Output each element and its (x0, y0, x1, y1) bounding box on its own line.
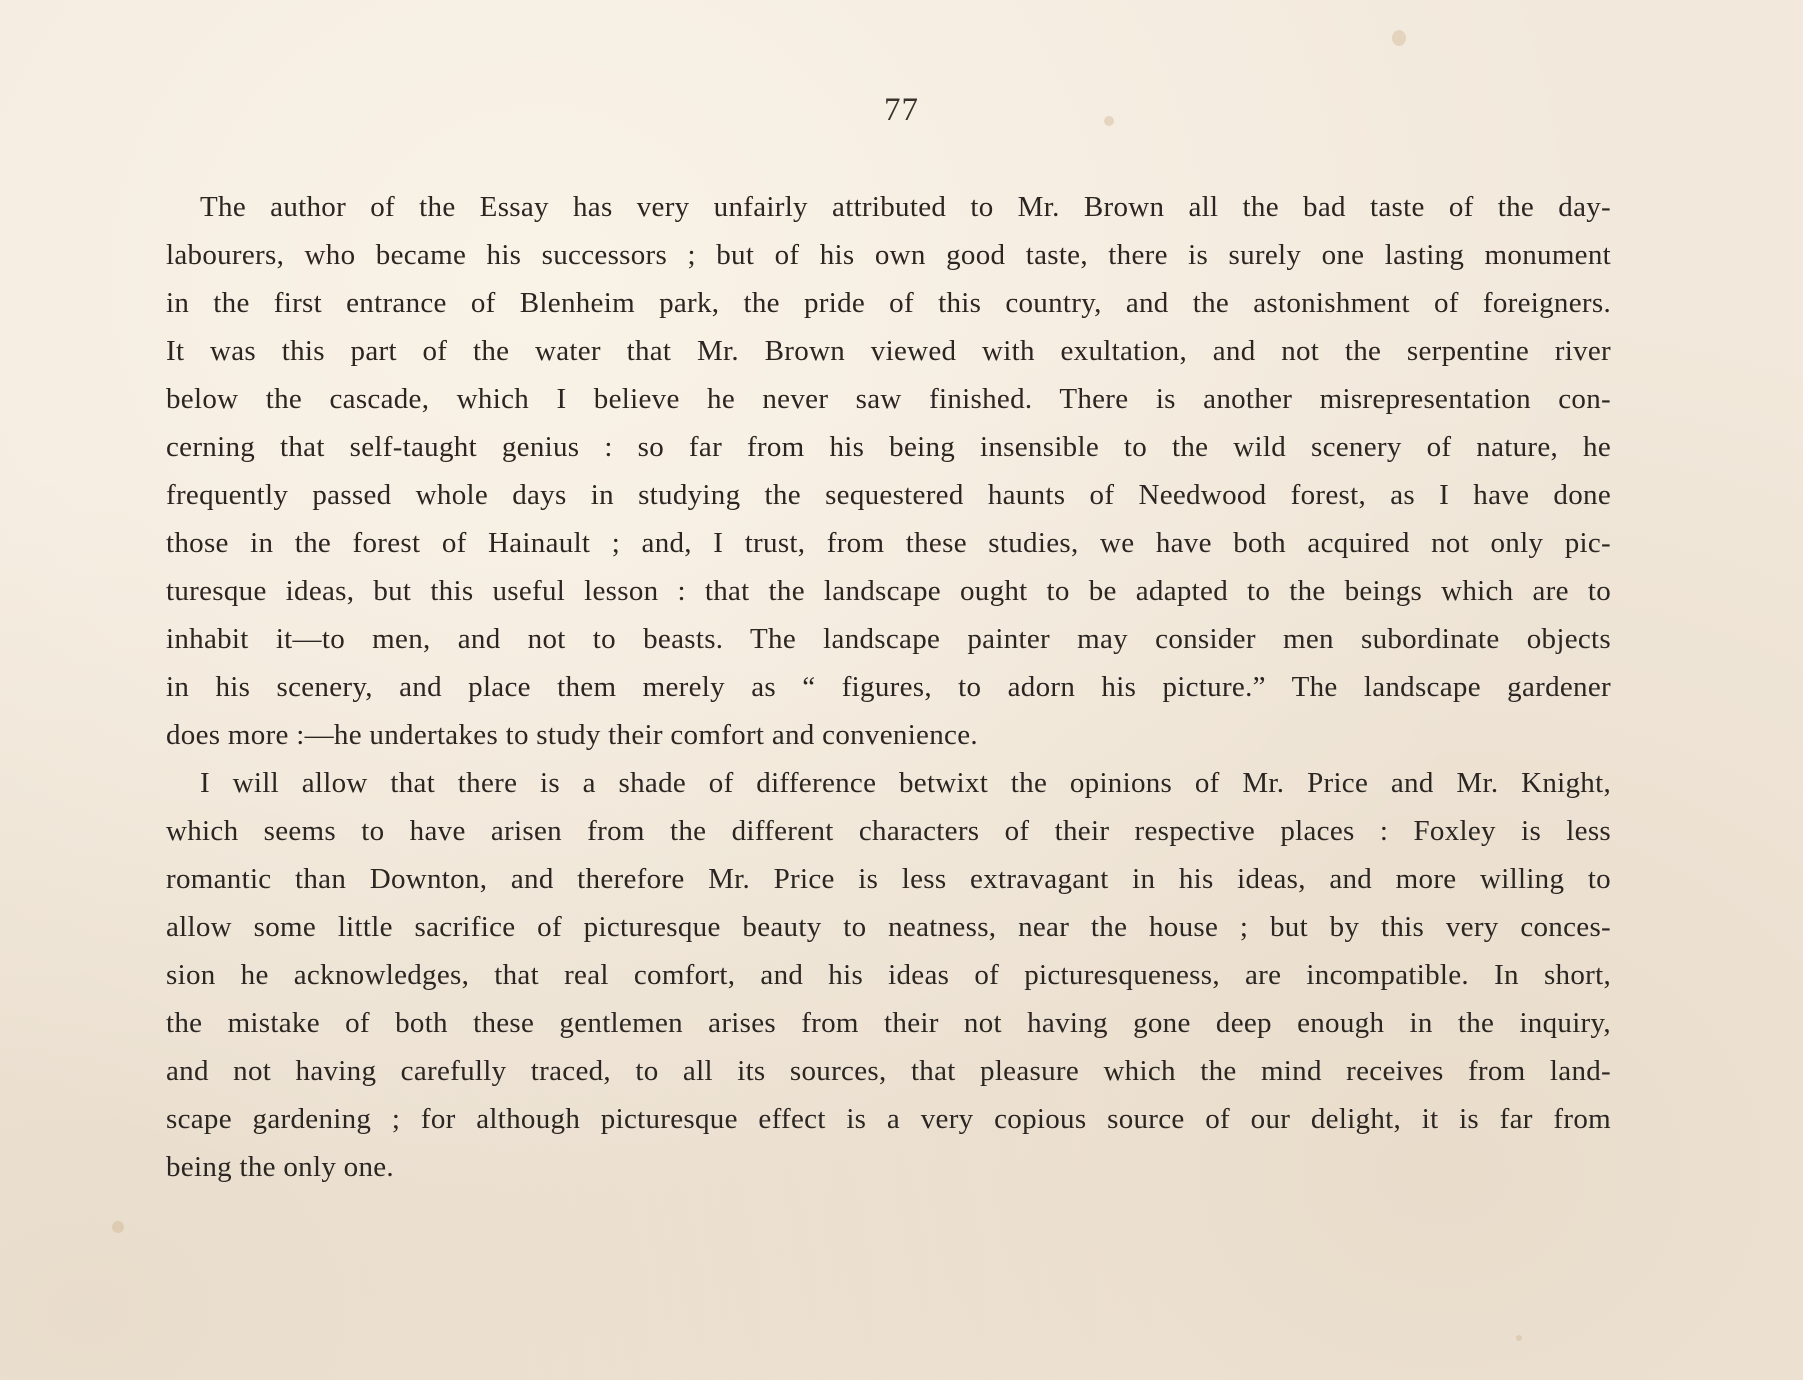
text-line: I will allow that there is a shade of difference betwixt the opinions of Mr. Price and Mr. Knight, (200, 767, 1611, 799)
paragraph (166, 759, 1611, 1191)
body-text (166, 183, 1611, 1191)
text-line: those in the forest of Hainault ; and, I trust, from these studies, we have both acquired not only pic- (166, 527, 1611, 559)
text-line: which seems to have arisen from the different characters of their respective places : Foxley is less (166, 815, 1611, 847)
text-line: frequently passed whole days in studying the sequestered haunts of Needwood forest, as I have done (166, 479, 1611, 511)
text-line: The author of the Essay has very unfairly attributed to Mr. Brown all the bad taste of the day- (200, 191, 1611, 223)
text-line: sion he acknowledges, that real comfort, and his ideas of picturesqueness, are incompatible. In short, (166, 959, 1611, 991)
text-line: romantic than Downton, and therefore Mr. Price is less extravagant in his ideas, and more willing to (166, 863, 1611, 895)
text-line: being the only one. (166, 1151, 394, 1183)
paragraph (166, 183, 1611, 759)
text-line: inhabit it—to men, and not to beasts. The landscape painter may consider men subordinate objects (166, 623, 1611, 655)
text-line: and not having carefully traced, to all its sources, that pleasure which the mind receives from land- (166, 1055, 1611, 1087)
text-line: does more :—he undertakes to study their comfort and convenience. (166, 719, 978, 751)
text-line: cerning that self-taught genius : so far from his being insensible to the wild scenery of nature, he (166, 431, 1611, 463)
text-line: labourers, who became his successors ; but of his own good taste, there is surely one lasting monument (166, 239, 1611, 271)
text-line: in the first entrance of Blenheim park, the pride of this country, and the astonishment of foreigners. (166, 287, 1611, 319)
text-line: allow some little sacrifice of picturesque beauty to neatness, near the house ; but by this very conces- (166, 911, 1611, 943)
paper-foxing-spot (1516, 1335, 1522, 1341)
paper-foxing-spot (112, 1221, 124, 1233)
paper-foxing-spot (1392, 30, 1406, 46)
text-line: It was this part of the water that Mr. Brown viewed with exultation, and not the serpentine river (166, 335, 1611, 367)
text-line: scape gardening ; for although picturesque effect is a very copious source of our delight, it is far from (166, 1103, 1611, 1135)
page-number: 77 (884, 92, 919, 128)
text-line: the mistake of both these gentlemen arises from their not having gone deep enough in the inquiry, (166, 1007, 1611, 1039)
text-line: in his scenery, and place them merely as “ figures, to adorn his picture.” The landscape gardener (166, 671, 1611, 703)
text-line: turesque ideas, but this useful lesson : that the landscape ought to be adapted to the beings which are to (166, 575, 1611, 607)
text-line: below the cascade, which I believe he never saw finished. There is another misrepresentation con- (166, 383, 1611, 415)
